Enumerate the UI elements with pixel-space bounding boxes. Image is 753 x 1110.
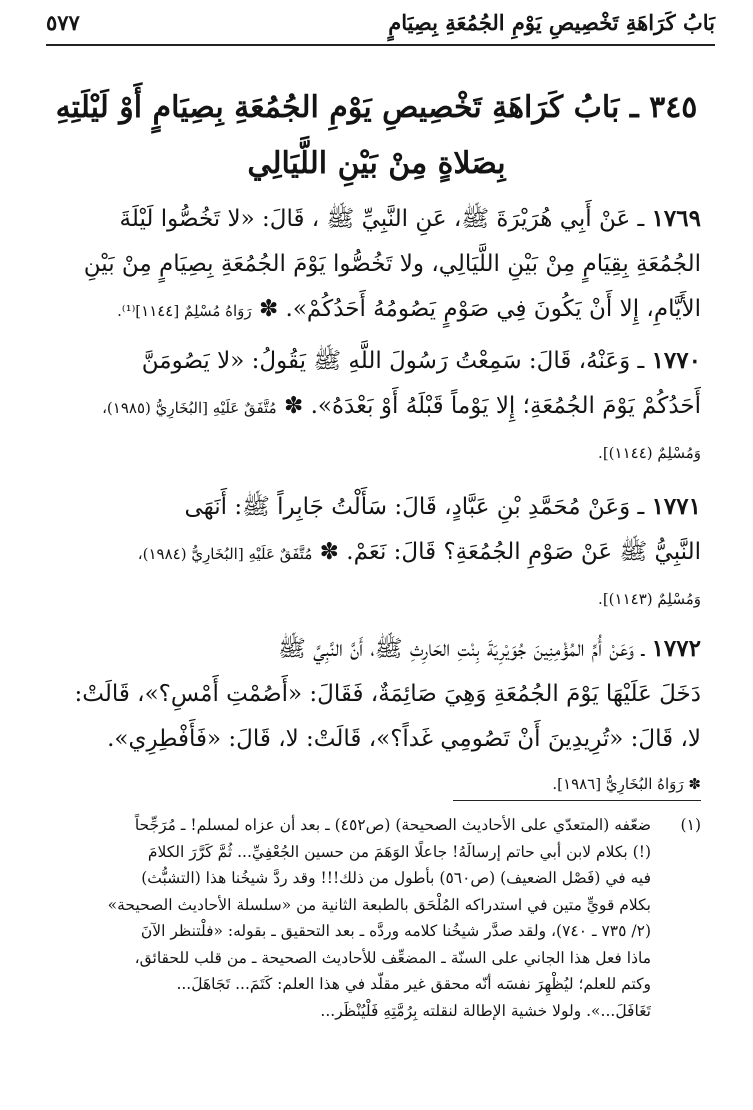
hadith-1772: [48, 626, 701, 807]
hadith-1769: [48, 196, 701, 334]
hadith-line: ١٧٧٢ ـ وَعَنْ أُمِّ المُؤْمِنِينَ جُوَيْرِيَةَ بِنْتِ الحَارِثِ ﷺ، أَنَّ النَّبِيَّ ﷺ: [278, 635, 701, 662]
footnote-line: بكلام قويٍّ متين في استدراكه المُلْحَق بالطبعة الثانية من «سلسلة الأحاديث الصحيحة»: [107, 895, 651, 914]
hadith-1770: [48, 338, 701, 476]
footnote-divider: [453, 800, 701, 801]
footnote-line: ضعّفه (المتعدّي على الأحاديث الصحيحة) (ص٤٥٢) ـ بعد أن عزاه لمسلم! ـ مُرَجِّحاً: [134, 816, 651, 834]
hadith-1771: [48, 484, 701, 622]
hadith-number: ١٧٧٢: [651, 635, 701, 662]
chapter-title-line-2: بِصَلاةٍ مِنْ بَيْنِ اللَّيَالِي: [247, 146, 506, 181]
footnote-line: (!) بكلام لابن أبي حاتم إرسالَهُ! جاعلًا الوَهَمَ من حسين الجُعْفِيِّ... ثُمَّ كَرَّرَ الكلامَ: [147, 842, 651, 861]
hadith-source: ✽ رَوَاهُ البُخَارِيُّ [١٩٨٦].: [552, 775, 701, 793]
footnote-line: فيه في (فَصْل الضعيف) (ص٥٦٠) بأطول من ذلك!!! وقد ردَّ شيخُنا هذا (التشبُّث): [141, 869, 651, 887]
footnote: [50, 812, 701, 1024]
footnote-line: تَغَافَلَ...». ولولا خشية الإطالة لنقلته بِرُمَّتِهِ فَلْيُنْظَر...: [320, 1001, 651, 1020]
hadith-source-continued: وَمُسْلِمٌ (١١٤٤)].: [598, 444, 701, 462]
running-title: بَابُ كَرَاهَةِ تَخْصِيصِ يَوْمِ الجُمُعَةِ بِصِيَامٍ: [388, 10, 715, 35]
hadith-line: أَحَدُكُمْ يَوْمَ الجُمُعَةِ؛ إِلا يَوْماً قَبْلَهُ أَوْ بَعْدَهُ». ✽ مُتَّفَقٌ عَلَيْهِ [البُخَارِيُّ (١٩٨٥)،: [102, 393, 701, 419]
hadith-line: الجُمُعَةِ بِقِيَامٍ مِنْ بَيْنِ اللَّيَالِي، ولا تَخُصُّوا يَوْمَ الجُمُعَةِ بِصِيَامٍ مِنْ بَيْنِ: [83, 251, 701, 277]
running-header: [46, 8, 715, 46]
hadith-line: ١٧٧١ ـ وَعَنْ مُحَمَّدِ بْنِ عَبَّادٍ، قَالَ: سَأَلْتُ جَابِراً ﷺ: أَنَهَى: [184, 493, 701, 520]
hadith-source: مُتَّفَقٌ عَلَيْهِ [البُخَارِيُّ (١٩٨٤)،: [137, 545, 313, 563]
hadith-line: لا، قَالَ: «تُرِيدِينَ أَنْ تَصُومِي غَداً؟»، قَالَتْ: لا، قَالَ: «فَأَفْطِرِي».: [107, 726, 701, 752]
hadith-number: ١٧٧٠: [651, 347, 701, 374]
hadith-line: الأَيَّامِ، إِلا أَنْ يَكُونَ فِي صَوْمٍ يَصُومُهُ أَحَدُكُمْ». ✽ رَوَاهُ مُسْلِمٌ [١١٤٤]⁽¹⁾.: [117, 296, 701, 322]
footnote-line: وكتم للعلم؛ ليُظْهِرَ نفسَه أنّه محقق غير مقلّد في هذا العلم: كَتَمَ... تَجَاهَلَ...: [176, 975, 651, 993]
chapter-title-line-1: ٣٤٥ ـ بَابُ كَرَاهَةِ تَخْصِيصِ يَوْمِ الجُمُعَةِ بِصِيَامٍ أَوْ لَيْلَتِهِ: [55, 90, 698, 125]
hadith-line: ١٧٧٠ ـ وَعَنْهُ، قَالَ: سَمِعْتُ رَسُولَ اللَّهِ ﷺ يَقُولُ: «لا يَصُومَنَّ: [141, 347, 701, 374]
hadith-source: مُتَّفَقٌ عَلَيْهِ [البُخَارِيُّ (١٩٨٥)،: [102, 399, 277, 417]
footnote-line: ماذا فعل هذا الجاني على السنّة ـ المضعِّف للأحاديث الصحيحة ـ من قلب للحقائق،: [134, 948, 651, 967]
hadith-source-continued: وَمُسْلِمٌ (١١٤٣)].: [598, 590, 701, 608]
footnote-marker: (١): [680, 816, 701, 834]
page-number: ٥٧٧: [46, 10, 80, 35]
chapter-title: [50, 80, 703, 192]
footnote-body: [50, 812, 651, 1024]
hadith-line: ١٧٦٩ ـ عَنْ أَبِي هُرَيْرَةَ ﷺ، عَنِ النَّبِيِّ ﷺ ، قَالَ: «لا تَخُصُّوا لَيْلَةَ: [119, 205, 701, 232]
footnote-line: (٢/ ٧٣٥ ـ ٧٤٠)، ولقد صدَّر شيخُنا كلامه وردَّه ـ بعد التحقيق ـ بقوله: «فلْتنظر الآنَ: [140, 922, 651, 940]
hadith-line: دَخَلَ عَلَيْهَا يَوْمَ الجُمُعَةِ وَهِيَ صَائِمَةٌ، فَقَالَ: «أَصُمْتِ أَمْسِ؟»، قَالَتْ:: [74, 681, 701, 707]
hadith-line: النَّبِيُّ ﷺ عَنْ صَوْمِ الجُمُعَةِ؟ قَالَ: نَعَمْ. ✽ مُتَّفَقٌ عَلَيْهِ [البُخَارِيُّ (١٩٨٤)،: [137, 539, 701, 565]
hadith-number: ١٧٧١: [651, 493, 701, 520]
hadith-number: ١٧٦٩: [651, 205, 701, 232]
hadith-source: رَوَاهُ مُسْلِمٌ [١١٤٤]⁽¹⁾.: [117, 302, 252, 320]
